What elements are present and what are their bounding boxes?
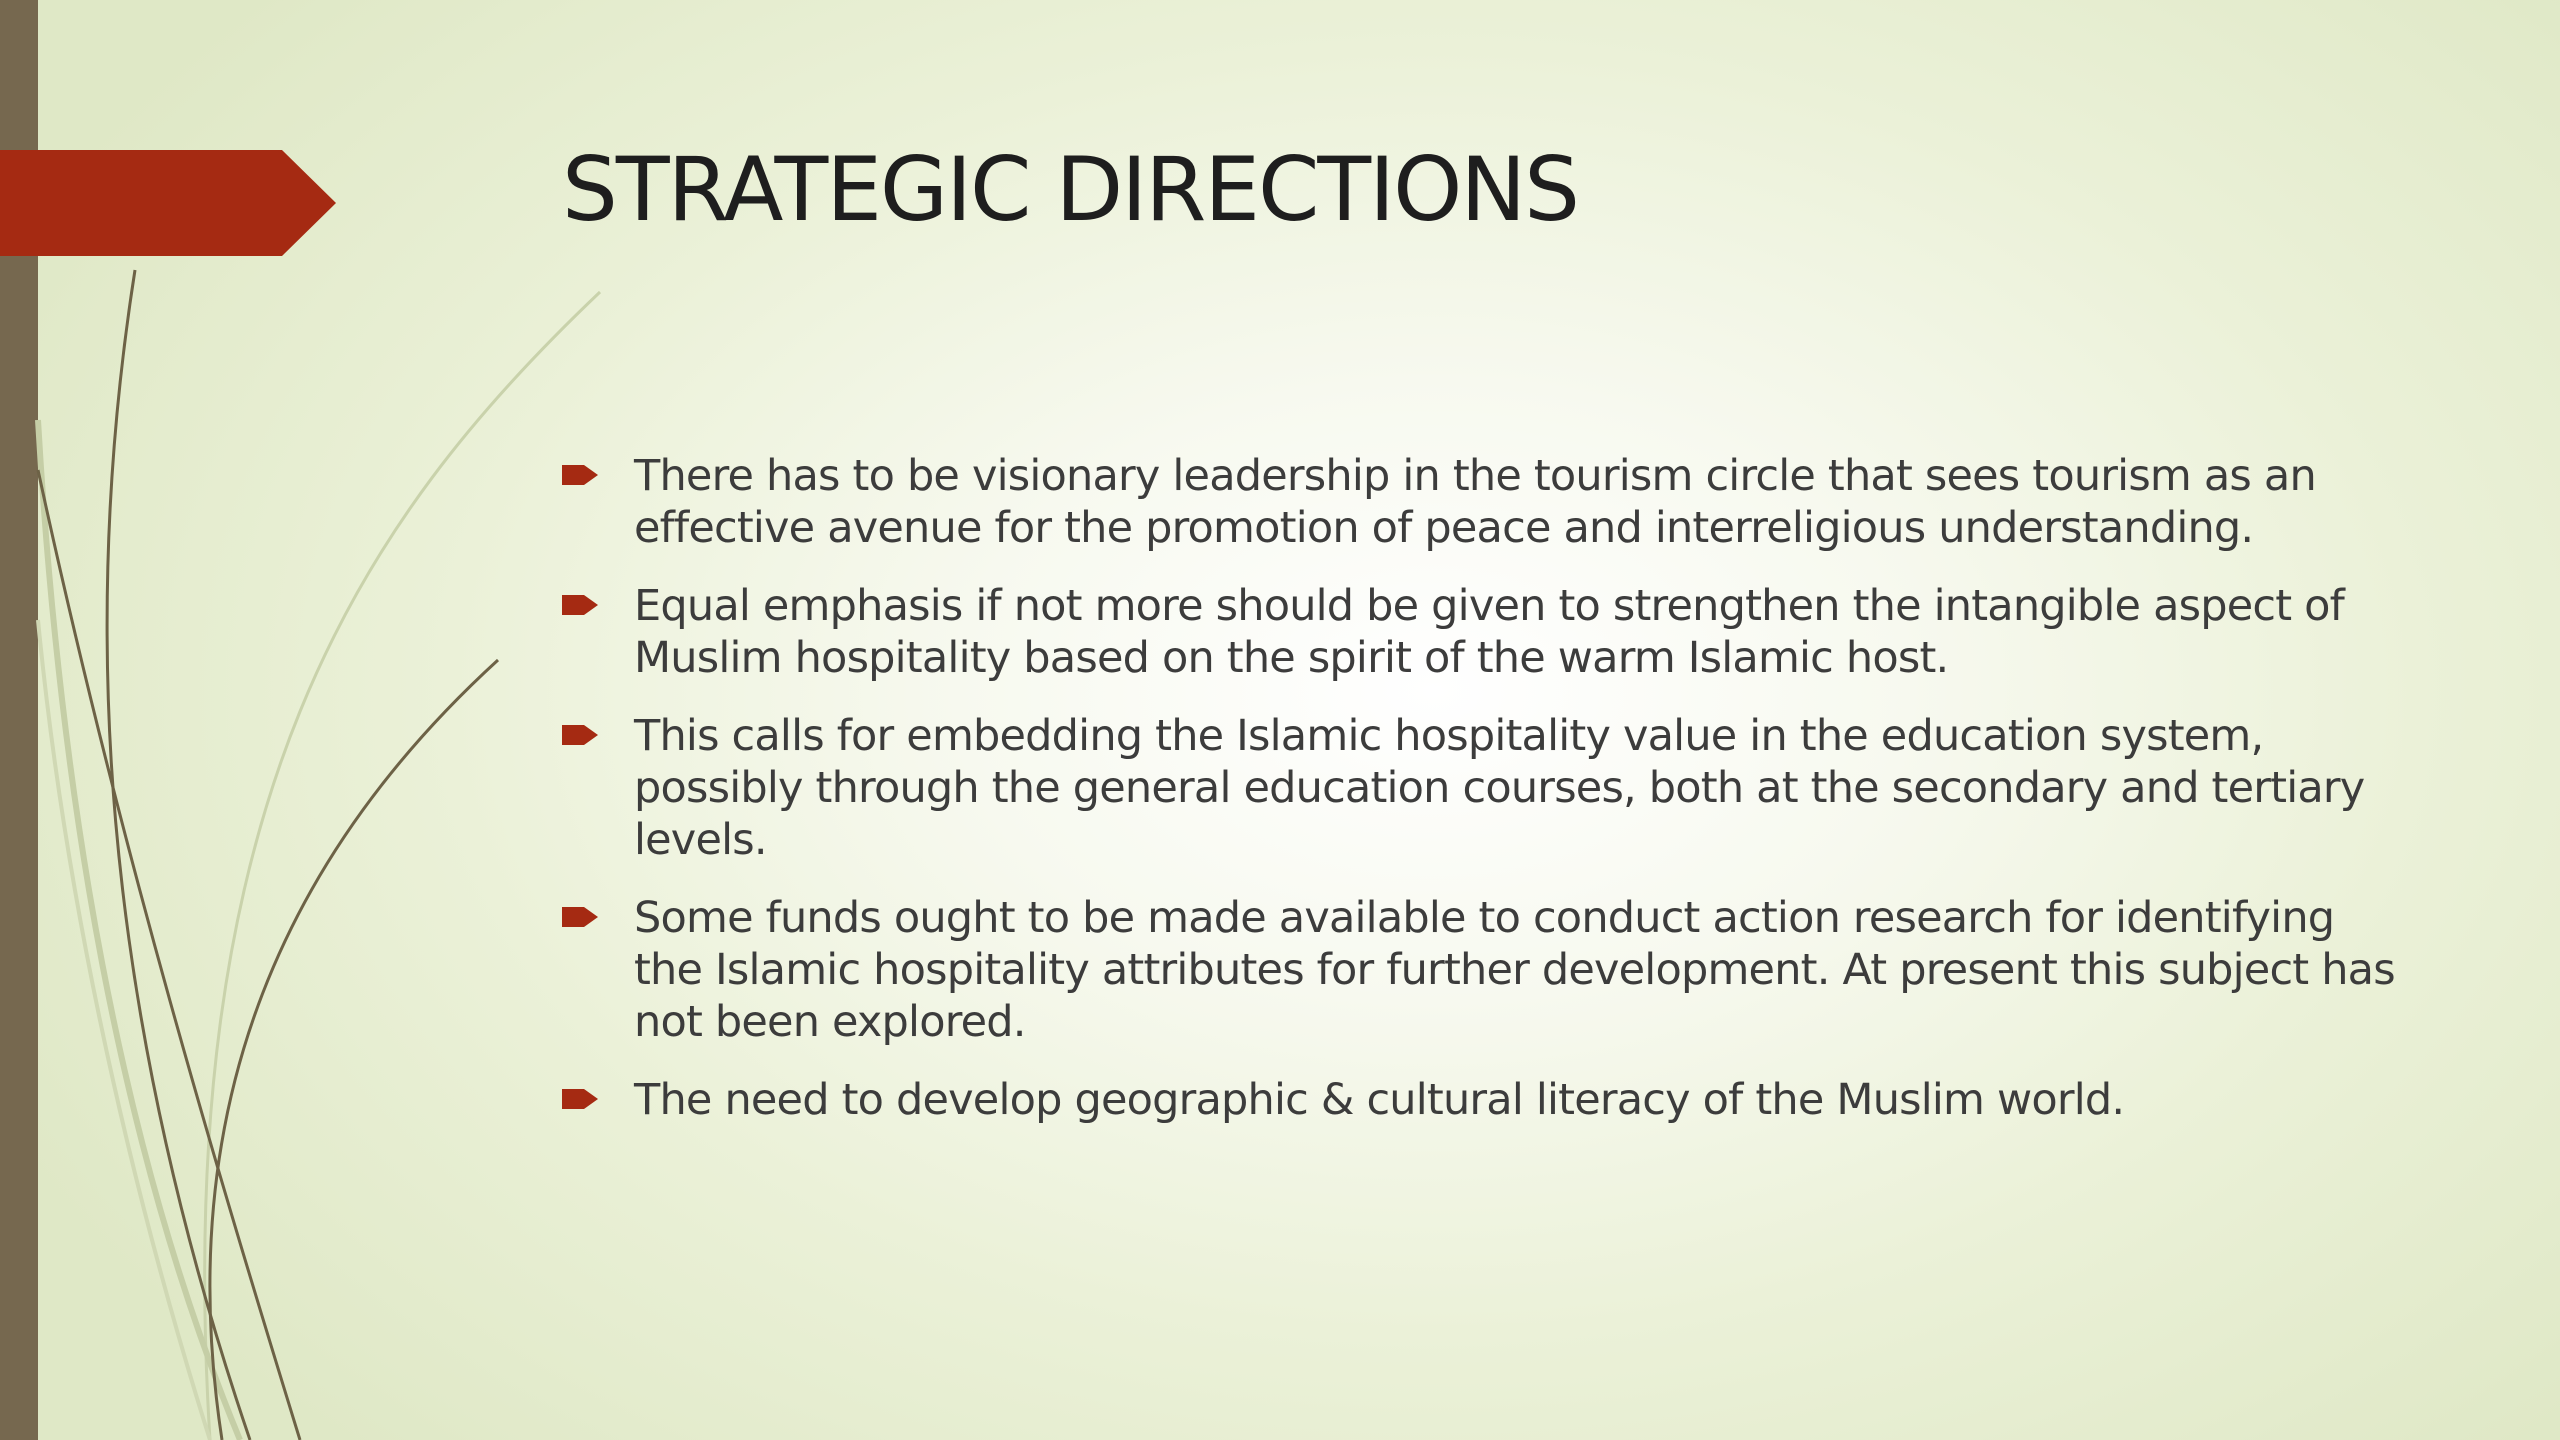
- bullet-list: [562, 450, 2412, 1152]
- bullet-text: The need to develop geographic & cultural literacy of the Muslim world.: [634, 1075, 2125, 1125]
- arrow-bullet-icon: [562, 463, 600, 487]
- bullet-item: [562, 710, 2412, 866]
- arrow-bullet-icon: [562, 593, 600, 617]
- bullet-text: There has to be visionary leadership in the tourism circle that sees tourism as an effective avenue for the promotion of peace and interreligious understanding.: [634, 451, 2316, 553]
- bullet-item: [562, 580, 2412, 684]
- bullet-text: Equal emphasis if not more should be given to strengthen the intangible aspect of Muslim hospitality based on the spirit of the warm Islamic host.: [634, 581, 2345, 683]
- title-arrow-banner: [0, 150, 336, 256]
- arrow-bullet-icon: [562, 905, 600, 929]
- bullet-text: Some funds ought to be made available to conduct action research for identifying the Islamic hospitality attributes for further development. At present this subject has not been explored.: [634, 893, 2395, 1047]
- bullet-item: [562, 892, 2412, 1048]
- slide-title: STRATEGIC DIRECTIONS: [562, 138, 1579, 241]
- bullet-item: [562, 1074, 2412, 1126]
- arrow-bullet-icon: [562, 723, 600, 747]
- bullet-item: [562, 450, 2412, 554]
- arrow-bullet-icon: [562, 1087, 600, 1111]
- bullet-text: This calls for embedding the Islamic hospitality value in the education system, possibly through the general education courses, both at the secondary and tertiary levels.: [634, 711, 2365, 865]
